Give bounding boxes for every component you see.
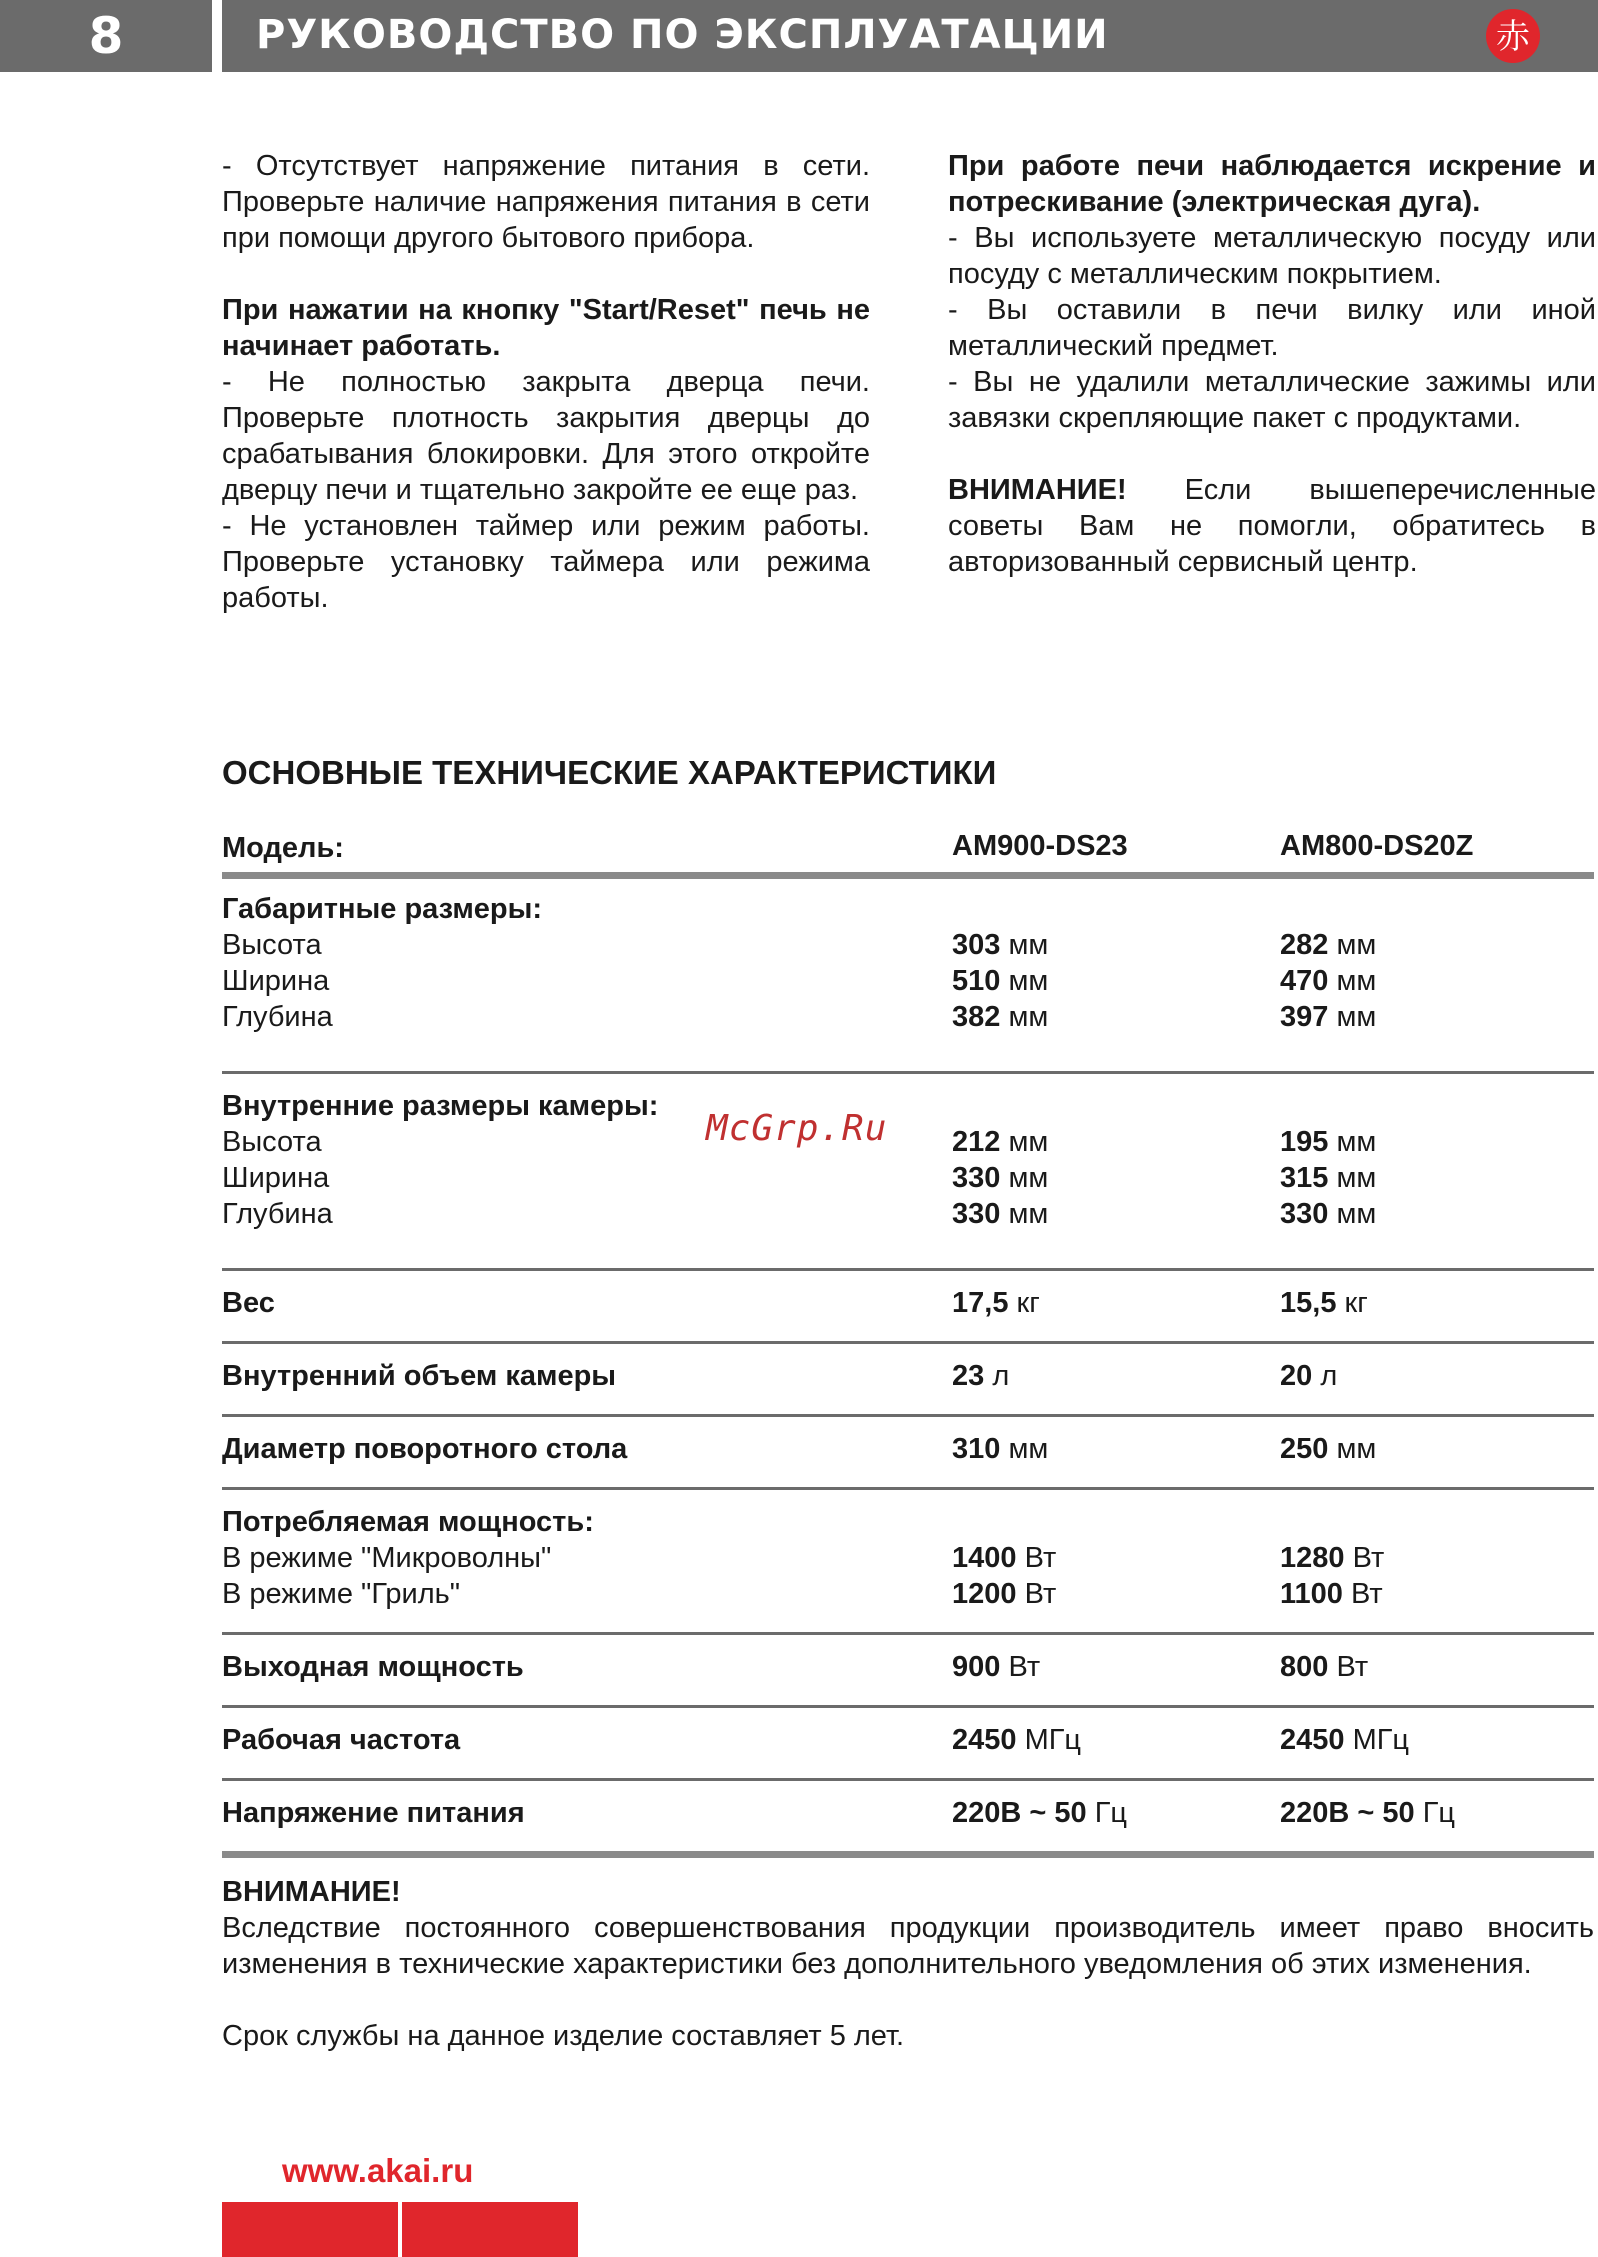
divider [222,1632,1594,1635]
table-row-voltage [222,1795,1594,1851]
power-micro-label: В режиме "Микроволны" [222,1542,552,1574]
attention-block [222,1874,1594,2054]
inner-depth-label: Глубина [222,1198,333,1230]
specs-title: ОСНОВНЫЕ ТЕХНИЧЕСКИЕ ХАРАКТЕРИСТИКИ [222,754,997,791]
table-row-model [222,828,1594,870]
dims-depth-label: Глубина [222,1001,333,1033]
footer-decoration [222,2202,578,2257]
footer-block [402,2202,578,2257]
divider [222,872,1594,879]
voltage-b: 220В ~ 50 Гц [1280,1797,1456,1829]
table-row-volume [222,1358,1594,1414]
dims-height-label: Высота [222,929,322,961]
weight-b: 15,5 кг [1280,1287,1368,1319]
inner-label: Внутренние размеры камеры: [222,1090,659,1122]
voltage-label: Напряжение питания [222,1797,525,1829]
volume-label: Внутренний объем камеры [222,1360,617,1392]
output-label: Выходная мощность [222,1651,524,1683]
turntable-a: 310 мм [952,1433,1049,1465]
inner-width-a: 330 мм [952,1162,1049,1194]
volume-b: 20 л [1280,1360,1338,1392]
dims-width-b: 470 мм [1280,965,1377,997]
table-row-frequency [222,1722,1594,1778]
frequency-b: 2450 МГц [1280,1724,1410,1756]
power-micro-a: 1400 Вт [952,1542,1057,1574]
inner-depth-b: 330 мм [1280,1198,1377,1230]
service-center-note [948,472,1596,580]
page-number: 8 [0,0,212,72]
troubleshoot-left-column [222,148,870,616]
weight-label: Вес [222,1287,275,1319]
title-bar [222,0,1598,72]
output-b: 800 Вт [1280,1651,1369,1683]
weight-a: 17,5 кг [952,1287,1040,1319]
dims-depth-b: 397 мм [1280,1001,1377,1033]
frequency-label: Рабочая частота [222,1724,461,1756]
divider [222,1071,1594,1074]
metal-dishes-text: - Вы используете металлическую посуду или посуду с металлическим покрытием. [948,222,1596,290]
dims-height-a: 303 мм [952,929,1049,961]
timer-not-set-text: - Не установлен таймер или режим работы. Проверьте установку таймера или режима работы. [222,510,870,614]
inner-width-b: 315 мм [1280,1162,1377,1194]
door-not-closed-text: - Не полностью закрыта дверца печи. Проверьте плотность закрытия дверцы до срабатывания блокировки. Для этого откройте дверцу печи и тщательно закройте ее еще раз. [222,366,870,506]
lifetime-text: Срок службы на данное изделие составляет 5 лет. [222,2020,905,2052]
inner-width-label: Ширина [222,1162,330,1194]
table-row-turntable [222,1431,1594,1487]
divider [222,1414,1594,1417]
warning-text: Если вышеперечисленные советы Вам не помогли, обратитесь в авторизованный сервисный центр. [948,474,1596,578]
model-b: AM800-DS20Z [1280,830,1474,862]
inner-height-a: 212 мм [952,1126,1049,1158]
power-micro-b: 1280 Вт [1280,1542,1385,1574]
akai-logo-icon [1485,8,1541,64]
output-a: 900 Вт [952,1651,1041,1683]
dims-height-b: 282 мм [1280,929,1377,961]
troubleshoot-right-column [948,148,1596,580]
power-label: Потребляемая мощность: [222,1506,594,1538]
metal-object-text: - Вы оставили в печи вилку или иной металлический предмет. [948,294,1596,362]
power-grill-b: 1100 Вт [1280,1578,1383,1610]
dims-width-a: 510 мм [952,965,1049,997]
divider [222,1268,1594,1271]
footer-block [222,2202,398,2257]
inner-height-label: Высота [222,1126,322,1158]
turntable-label: Диаметр поворотного стола [222,1433,628,1465]
frequency-a: 2450 МГц [952,1724,1082,1756]
dims-width-label: Ширина [222,965,330,997]
arcing-heading: При работе печи наблюдается искрение и потрескивание (электрическая дуга). [948,150,1596,218]
specs-table [222,828,1594,1858]
attention-label: ВНИМАНИЕ! [222,1876,401,1908]
no-power-text: - Отсутствует напряжение питания в сети. Проверьте наличие напряжения питания в сети при помощи другого бытового прибора. [222,150,870,254]
watermark: McGrp.Ru [706,1108,888,1149]
divider [222,1487,1594,1490]
inner-depth-a: 330 мм [952,1198,1049,1230]
table-row-dimensions [222,891,1594,1071]
footer-url[interactable]: www.akai.ru [282,2152,474,2189]
inner-height-b: 195 мм [1280,1126,1377,1158]
start-reset-heading: При нажатии на кнопку "Start/Reset" печь не начинает работать. [222,294,870,362]
divider [222,1705,1594,1708]
divider [222,1778,1594,1781]
model-a: AM900-DS23 [952,830,1128,862]
header-bar [0,0,1598,72]
warning-label: ВНИМАНИЕ! [948,474,1127,506]
table-row-weight [222,1285,1594,1341]
model-label: Модель: [222,832,344,864]
divider [222,1341,1594,1344]
attention-text: Вследствие постоянного совершенствования продукции производитель имеет право вносить изменения в технические характеристики без дополнительного уведомления об этих изменения. [222,1912,1594,1980]
metal-clips-text: - Вы не удалили металлические зажимы или завязки скрепляющие пакет с продуктами. [948,366,1596,434]
power-grill-a: 1200 Вт [952,1578,1057,1610]
dims-label: Габаритные размеры: [222,893,543,925]
volume-a: 23 л [952,1360,1010,1392]
page-title: РУКОВОДСТВО ПО ЭКСПЛУАТАЦИИ [256,12,1109,58]
table-row-output [222,1649,1594,1705]
dims-depth-a: 382 мм [952,1001,1049,1033]
voltage-a: 220В ~ 50 Гц [952,1797,1128,1829]
table-row-inner-dimensions [222,1088,1594,1268]
turntable-b: 250 мм [1280,1433,1377,1465]
power-grill-label: В режиме "Гриль" [222,1578,461,1610]
table-row-power [222,1504,1594,1632]
logo-glyph: 赤 [1496,17,1530,57]
divider [222,1851,1594,1858]
